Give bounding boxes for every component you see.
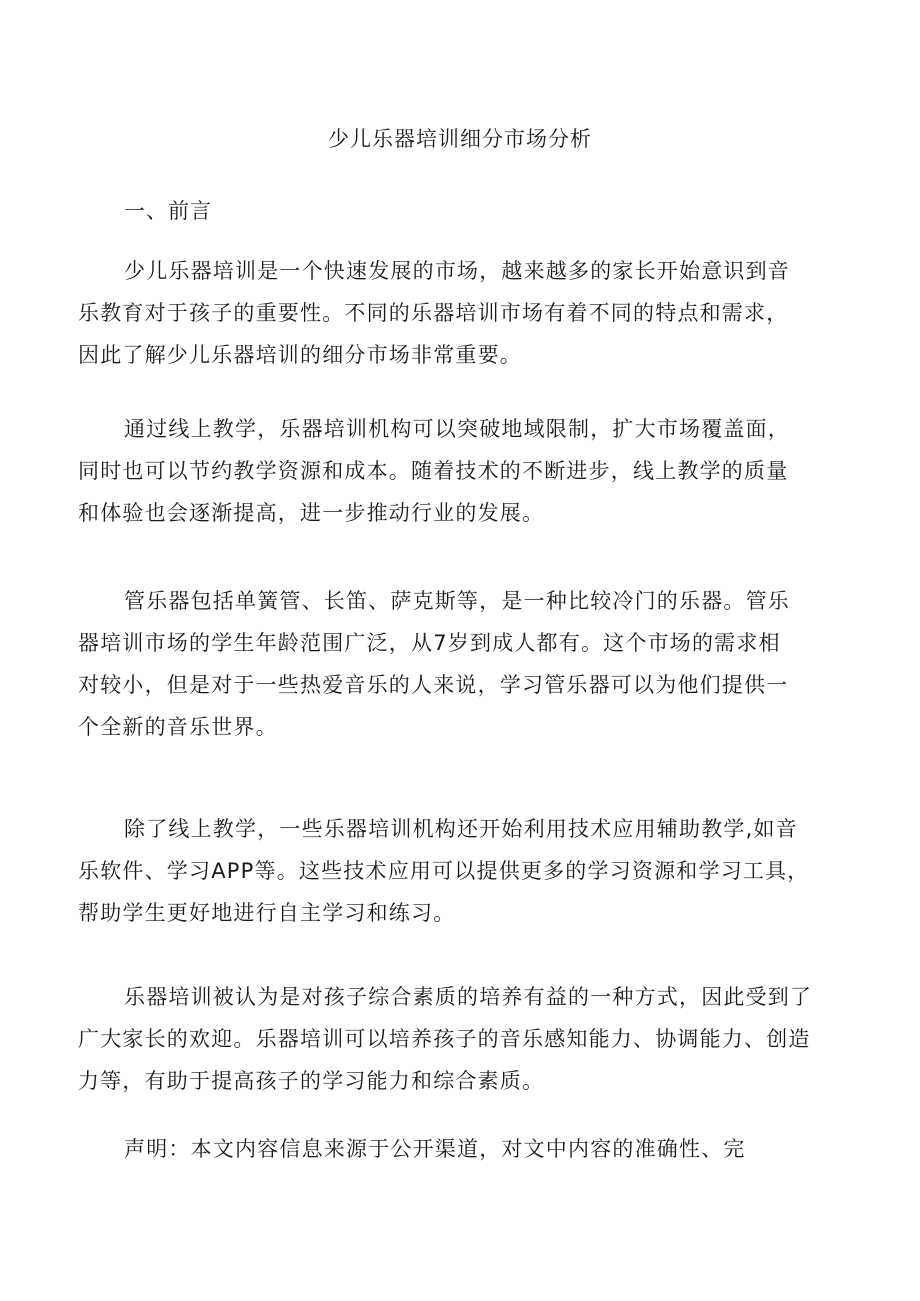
paragraph-line: 力等，有助于提高孩子的学习能力和综合素质。 [78, 1069, 545, 1093]
paragraph-line: 乐器培训被认为是对孩子综合素质的培养有益的一种方式，因此受到了 [124, 985, 813, 1009]
section-heading: 一、前言 [124, 199, 212, 223]
paragraph-2 [78, 408, 858, 534]
paragraph-line: 因此了解少儿乐器培训的细分市场非常重要。 [78, 343, 522, 367]
paragraph-line: 除了线上教学，一些乐器培训机构还开始利用技术应用辅助教学,如音 [124, 817, 798, 841]
disclaimer-paragraph [78, 1128, 858, 1170]
paragraph-line: 广大家长的欢迎。乐器培训可以培养孩子的音乐感知能力、协调能力、创造 [78, 1027, 811, 1051]
paragraph-line: 个全新的音乐世界。 [78, 715, 278, 739]
paragraph-line: 少儿乐器培训是一个快速发展的市场，越来越多的家长开始意识到音 [124, 259, 790, 283]
paragraph-line: 通过线上教学，乐器培训机构可以突破地域限制，扩大市场覆盖面， [124, 417, 790, 441]
paragraph-1 [78, 250, 858, 376]
paragraph-line: 和体验也会逐渐提高，进一步推动行业的发展。 [78, 501, 545, 525]
paragraph-line: 同时也可以节约教学资源和成本。随着技术的不断进步，线上教学的质量 [78, 459, 789, 483]
paragraph-5 [78, 976, 858, 1102]
paragraph-line: 管乐器包括单簧管、长笛、萨克斯等，是一种比较冷门的乐器。管乐 [124, 589, 790, 613]
paragraph-3 [78, 580, 858, 748]
paragraph-line: 乐教育对于孩子的重要性。不同的乐器培训市场有着不同的特点和需求， [78, 301, 789, 325]
paragraph-line: 帮助学生更好地进行自主学习和练习。 [78, 901, 456, 925]
paragraph-line: 乐软件、学习APP等。这些技术应用可以提供更多的学习资源和学习工具， [78, 859, 810, 883]
paragraph-line: 器培训市场的学生年龄范围广泛，从7岁到成人都有。这个市场的需求相 [78, 631, 781, 655]
paragraph-line: 声明：本文内容信息来源于公开渠道，对文中内容的准确性、完 [124, 1137, 746, 1161]
paragraph-line: 对较小，但是对于一些热爱音乐的人来说，学习管乐器可以为他们提供一 [78, 673, 789, 697]
paragraph-4 [78, 808, 858, 934]
document-title: 少儿乐器培训细分市场分析 [328, 127, 592, 151]
